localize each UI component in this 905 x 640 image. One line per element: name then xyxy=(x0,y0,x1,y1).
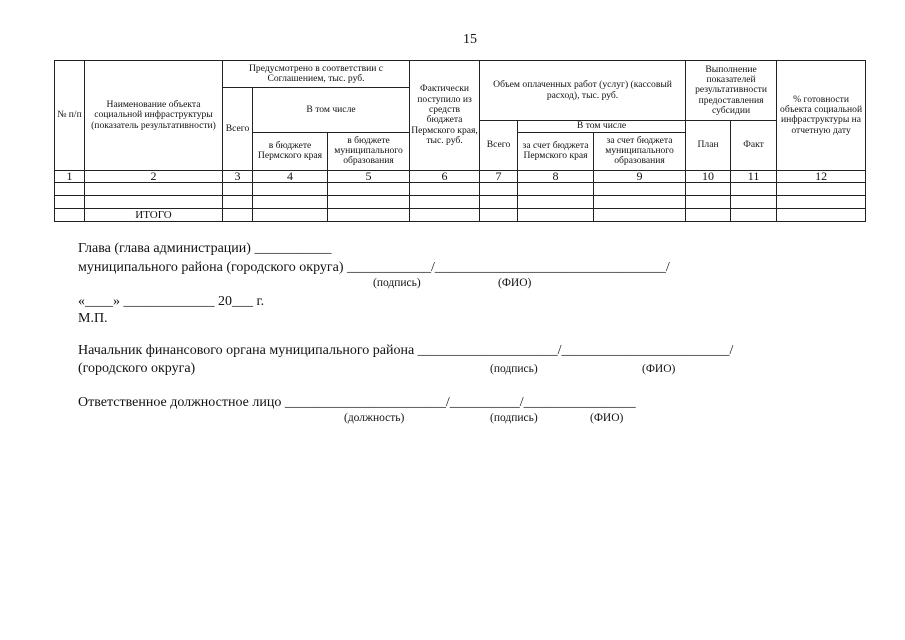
responsible-signature-line: Ответственное должностное лицо _______________________/__________/________________ xyxy=(78,395,636,410)
column-numbers-row xyxy=(55,170,866,182)
header-paid-perm: за счет бюджета Пермского края xyxy=(518,132,594,170)
header-municipal-budget: в бюджете муниципального образования xyxy=(328,132,410,170)
column-number: 6 xyxy=(410,170,480,182)
header-object-name: Наименование объекта социальной инфраструктуры (показатель результативности) xyxy=(85,61,223,171)
column-number: 2 xyxy=(85,170,223,182)
column-number: 3 xyxy=(223,170,253,182)
header-paid-works: Объем оплаченных работ (услуг) (кассовый расход), тыс. руб. xyxy=(480,61,686,121)
total-row xyxy=(55,208,866,221)
header-agreement-total: Всего xyxy=(223,88,253,171)
header-paid-including: В том числе xyxy=(518,121,686,132)
head-signature-line-1: Глава (глава администрации) ___________ xyxy=(78,241,332,256)
header-num: № п/п xyxy=(55,61,85,171)
column-number: 10 xyxy=(686,170,731,182)
header-indicators: Выполнение показателей результативности предоставления субсидии xyxy=(686,61,777,121)
total-label: ИТОГО xyxy=(85,208,223,221)
head-signature-caption: (подпись) xyxy=(373,277,421,289)
finance-signature-caption: (подпись) xyxy=(490,363,538,375)
stamp-place: М.П. xyxy=(78,311,108,326)
column-number: 5 xyxy=(328,170,410,182)
column-number: 8 xyxy=(518,170,594,182)
table-row xyxy=(55,182,866,195)
column-number: 4 xyxy=(253,170,328,182)
responsible-fio-caption: (ФИО) xyxy=(590,412,624,424)
finance-signature-line-2: (городского округа) xyxy=(78,361,196,376)
finance-signature-line-1: Начальник финансового органа муниципального района ____________________/________________________/ xyxy=(78,343,734,358)
header-paid-municipal: за счет бюджета муниципального образования xyxy=(594,132,686,170)
report-table xyxy=(54,60,866,222)
header-paid-total: Всего xyxy=(480,121,518,171)
column-number: 7 xyxy=(480,170,518,182)
head-signature-line-2: муниципального района (городского округа) ____________/_________________________________/ xyxy=(78,260,670,275)
column-number: 11 xyxy=(731,170,777,182)
header-plan: План xyxy=(686,121,731,171)
date-line: «____» _____________ 20___ г. xyxy=(78,294,265,309)
page-number: 15 xyxy=(463,32,477,47)
header-actually-received: Фактически поступило из средств бюджета Пермского края, тыс. руб. xyxy=(410,61,480,171)
responsible-signature-caption: (подпись) xyxy=(490,412,538,424)
responsible-position-caption: (должность) xyxy=(344,412,405,424)
header-perm-budget: в бюджете Пермского края xyxy=(253,132,328,170)
column-number: 12 xyxy=(777,170,866,182)
column-number: 1 xyxy=(55,170,85,182)
header-agreement: Предусмотрено в соответствии с Соглашением, тыс. руб. xyxy=(223,61,410,88)
header-fact: Факт xyxy=(731,121,777,171)
finance-fio-caption: (ФИО) xyxy=(642,363,676,375)
column-number: 9 xyxy=(594,170,686,182)
table-row xyxy=(55,195,866,208)
header-readiness: % готовности объекта социальной инфраструктуры на отчетную дату xyxy=(777,61,866,171)
header-including: В том числе xyxy=(253,88,410,133)
head-fio-caption: (ФИО) xyxy=(498,277,532,289)
